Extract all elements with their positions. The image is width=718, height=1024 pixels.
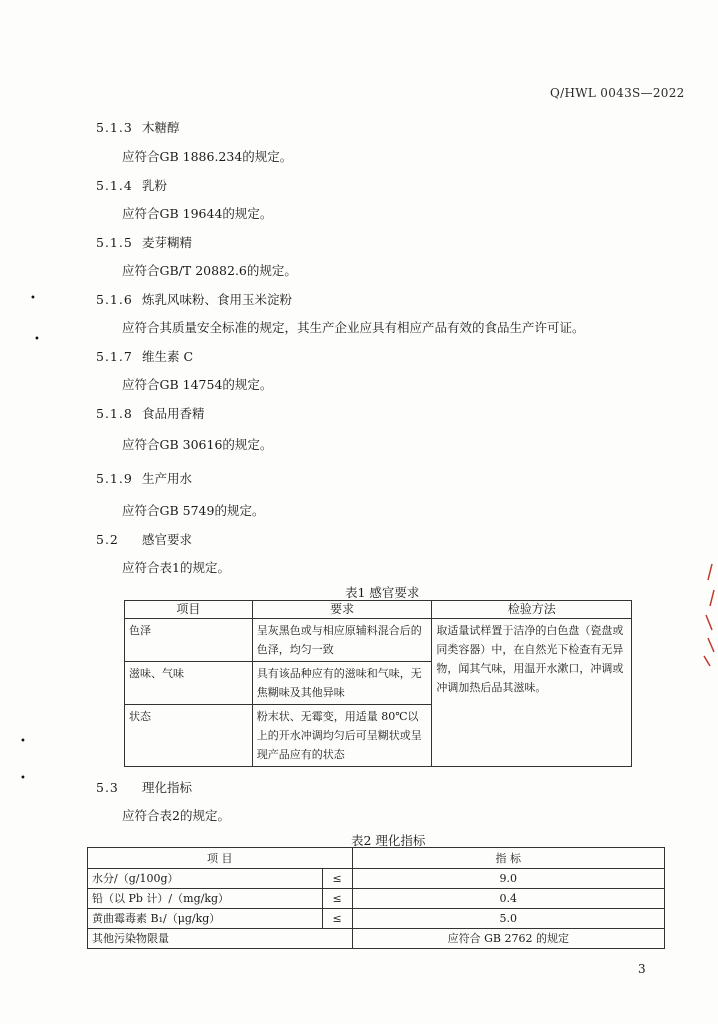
section-text: 应符合GB 5749的规定。 [122,503,265,518]
table-cell-requirement: 具有该品种应有的滋味和气味，无焦糊味及其他异味 [252,662,432,705]
standard-code: Q/HWL 0043S—2022 [550,86,685,100]
table-cell-value: 0.4 [352,889,664,909]
section-number: 5.1.9 [96,471,133,486]
table-cell-value: 应符合 GB 2762 的规定 [352,929,664,949]
table-header-cell: 检验方法 [432,601,632,619]
scan-speck: • [34,334,40,345]
section-title: 木糖醇 [142,120,180,135]
table-row [88,929,665,949]
section-text: 应符合GB 30616的规定。 [122,437,273,452]
table-cell-item: 其他污染物限量 [88,929,353,949]
section-title: 麦芽糊精 [142,235,193,250]
physicochemical-table [87,847,665,949]
section-title: 炼乳风味粉、食用玉米淀粉 [142,292,293,307]
table-cell-operator: ≤ [322,869,352,889]
red-seal-edge [698,560,718,670]
section-heading [96,404,205,422]
table-cell-operator: ≤ [322,889,352,909]
section-title: 感官要求 [142,532,193,547]
section-number: 5.1.4 [96,178,133,193]
table-cell-item: 黄曲霉毒素 B₁/（μg/kg） [88,909,323,929]
table-header-cell: 指 标 [352,848,664,869]
section-text: 应符合GB/T 20882.6的规定。 [122,263,297,278]
table1-caption: 表1 感官要求 [345,585,420,600]
section-number: 5.1.5 [96,235,133,250]
section-title: 乳粉 [142,178,168,193]
section-heading [96,530,192,548]
section-text: 应符合其质量安全标准的规定，其生产企业应具有相应产品有效的食品生产许可证。 [122,320,585,335]
table-row [125,619,632,662]
scan-speck: • [20,736,26,747]
table-header-row [125,601,632,619]
scan-speck: • [20,773,26,784]
section-number: 5.1.3 [96,120,133,135]
section-text: 应符合表1的规定。 [122,560,230,575]
table-cell-method: 取适量试样置于洁净的白色盘（瓷盘或同类容器）中，在自然光下检查有无异物，闻其气味，用温开水漱口，冲调或冲调加热后品其滋味。 [432,619,632,767]
section-title: 理化指标 [142,780,193,795]
table-cell-item: 滋味、气味 [125,662,253,705]
section-heading [96,469,192,487]
section-text: 应符合表2的规定。 [122,808,230,823]
sensory-requirements-table [124,600,632,767]
table-cell-requirement: 呈灰黑色或与相应原辅料混合后的色泽，均匀一致 [252,619,432,662]
table-cell-requirement: 粉末状、无霉变，用适量 80℃以上的开水冲调均匀后可呈糊状或呈现产品应有的状态 [252,705,432,767]
section-number: 5.1.7 [96,349,133,364]
section-title: 生产用水 [142,471,193,486]
section-heading [96,347,193,365]
section-number: 5.1.8 [96,406,133,421]
section-number: 5.2 [96,532,119,547]
section-heading [96,233,192,251]
table-header-row [88,848,665,869]
table-header-cell: 项 目 [88,848,353,869]
table-cell-item: 状态 [125,705,253,767]
table-cell-item: 铅（以 Pb 计）/（mg/kg） [88,889,323,909]
section-title: 食品用香精 [142,406,205,421]
table-cell-item: 色泽 [125,619,253,662]
section-title: 维生素 C [142,349,194,364]
table-cell-item: 水分/（g/100g） [88,869,323,889]
section-heading [96,176,167,194]
table-header-cell: 项目 [125,601,253,619]
table-row [88,909,665,929]
table-header-cell: 要求 [252,601,432,619]
page-number: 3 [638,962,646,976]
table-cell-operator: ≤ [322,909,352,929]
table-row [88,869,665,889]
section-number: 5.3 [96,780,119,795]
section-text: 应符合GB 1886.234的规定。 [122,149,293,164]
section-number: 5.1.6 [96,292,133,307]
section-heading [96,290,292,308]
section-heading [96,778,192,796]
table-cell-value: 5.0 [352,909,664,929]
table2-caption: 表2 理化指标 [351,833,426,848]
section-text: 应符合GB 19644的规定。 [122,206,273,221]
section-text: 应符合GB 14754的规定。 [122,377,273,392]
table-row [88,889,665,909]
section-heading [96,118,180,136]
scan-speck: • [30,293,36,304]
table-cell-value: 9.0 [352,869,664,889]
